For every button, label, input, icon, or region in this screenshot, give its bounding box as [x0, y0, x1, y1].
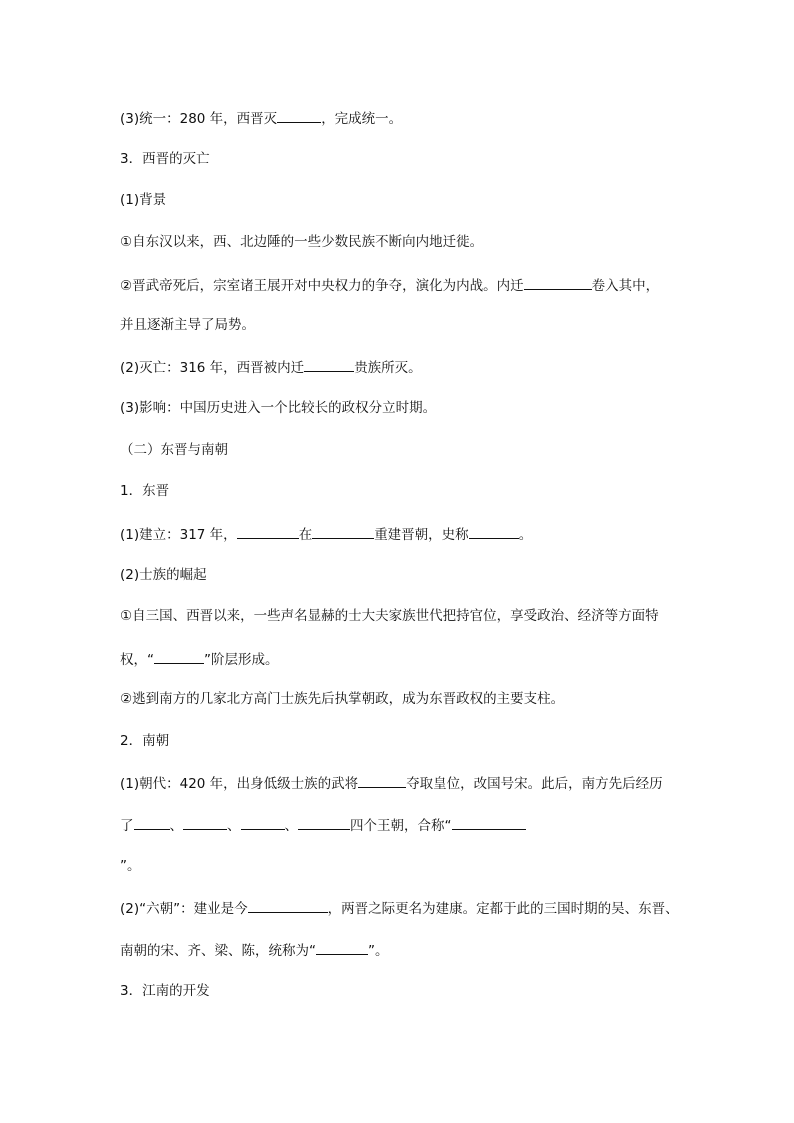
fill-blank[interactable] [134, 815, 170, 830]
fill-blank[interactable] [312, 524, 374, 539]
fill-blank[interactable] [248, 898, 328, 913]
section-heading: 3．江南的开发 [120, 983, 210, 999]
fill-blank[interactable] [452, 815, 526, 830]
fill-blank[interactable] [154, 649, 204, 664]
fill-blank[interactable] [304, 357, 354, 372]
text-line: ①自东汉以来，西、北边陲的一些少数民族不断向内地迁徙。 [120, 234, 484, 250]
subheading: (2)士族的崛起 [120, 567, 207, 583]
text-line-unification: (3)统一：280 年，西晋灭 ，完成统一。 [120, 108, 700, 128]
fill-blank[interactable] [183, 815, 227, 830]
fill-blank[interactable] [358, 773, 406, 788]
text-line: ”。 [120, 858, 141, 874]
section-heading: （二）东晋与南朝 [120, 442, 228, 458]
text-line-founding: (1)建立：317 年， 在 重建晋朝，史称 。 [120, 524, 700, 544]
section-heading: 3．西晋的灭亡 [120, 151, 210, 167]
fill-blank[interactable] [469, 524, 519, 539]
fill-blank[interactable] [298, 815, 350, 830]
text-line: ②逃到南方的几家北方高门士族先后执掌朝政，成为东晋政权的主要支柱。 [120, 691, 565, 707]
fill-blank[interactable] [241, 815, 285, 830]
fill-blank[interactable] [277, 108, 321, 123]
text-line: ①自三国、西晋以来，一些声名显赫的士大夫家族世代把持官位，享受政治、经济等方面特 [120, 608, 659, 624]
text-line-four-dynasties: 了 、 、 、 四个王朝，合称“ [120, 815, 700, 835]
fill-blank[interactable] [524, 275, 592, 290]
section-heading: 1．东晋 [120, 483, 170, 499]
section-heading: 2．南朝 [120, 733, 170, 749]
text-line-six-dynasties: (2)“六朝”：建业是今 ，两晋之际更名为建康。定都于此的三国时期的吴、东晋、 [120, 898, 700, 918]
text-line: 并且逐渐主导了局势。 [120, 317, 255, 333]
fill-blank[interactable] [237, 524, 299, 539]
text-line: (3)影响：中国历史进入一个比较长的政权分立时期。 [120, 400, 437, 416]
text-line-gentry: 权，“ ”阶层形成。 [120, 649, 700, 669]
text-line-war: ②晋武帝死后，宗室诸王展开对中央权力的争夺，演化为内战。内迁 卷入其中， [120, 275, 700, 295]
text-line-dynasty: (1)朝代：420 年，出身低级士族的武将 夺取皇位，改国号宋。此后，南方先后经历 [120, 773, 700, 793]
subheading-background: (1)背景 [120, 192, 167, 208]
fill-blank[interactable] [316, 940, 368, 955]
text-line-fall: (2)灭亡：316 年，西晋被内迁 贵族所灭。 [120, 357, 700, 377]
text-line-six-dynasties-name: 南朝的宋、齐、梁、陈，统称为“ ”。 [120, 940, 700, 960]
